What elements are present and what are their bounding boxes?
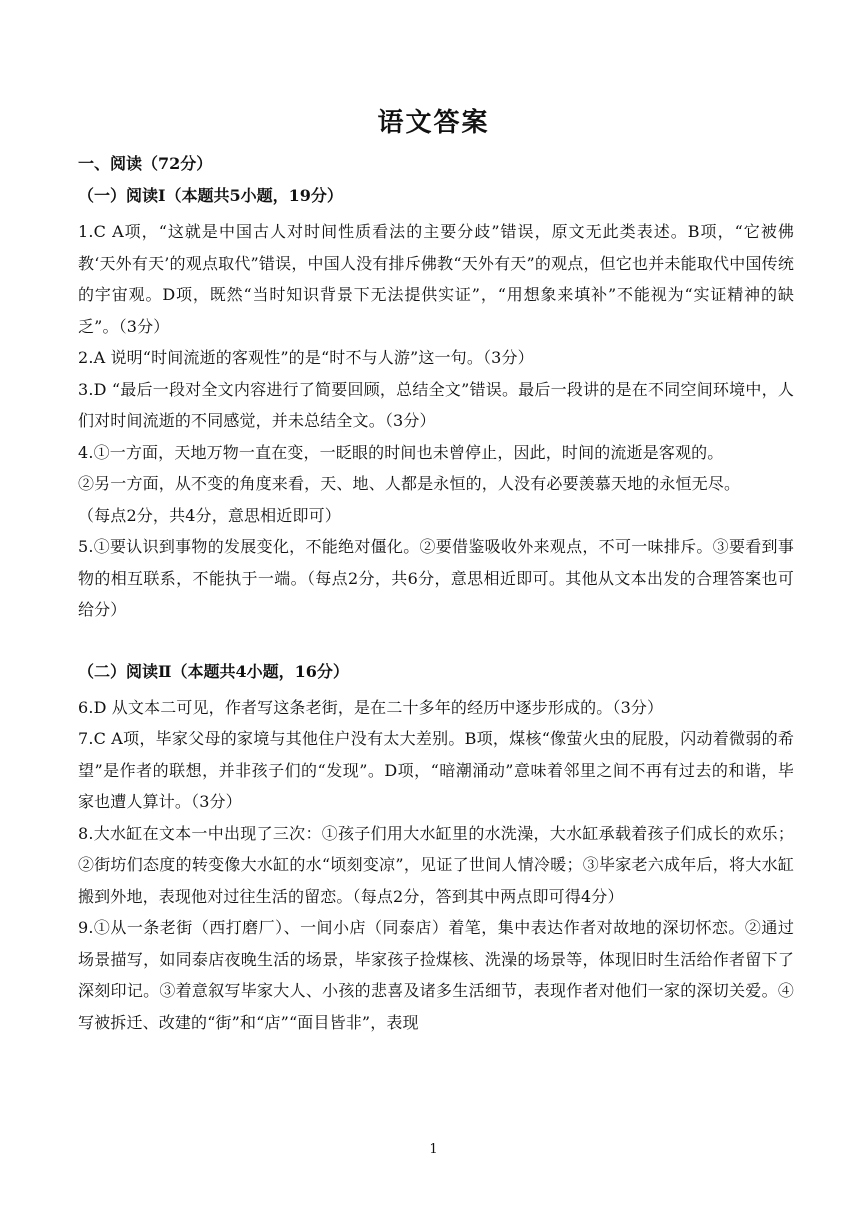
page-title: 语文答案 — [377, 108, 490, 138]
answer-4-scoring: （每点2分，共4分，意思相近即可） — [78, 505, 341, 525]
subsection-heading-reading-2: （二）阅读Ⅱ（本题共4小题，16分） — [78, 661, 349, 681]
answer-4-point-2: ②另一方面，从不变的角度来看，天、地、人都是永恒的，人没有必要羡慕天地的永恒无尽。 — [78, 474, 741, 493]
subsection-heading-reading-1: （一）阅读Ⅰ（本题共5小题，19分） — [78, 186, 343, 205]
answer-5: 5.①要认识到事物的发展变化，不能绝对僵化。②要借鉴吸收外来观点，不可一味排斥。③要看到事物的相互联系，不能执于一端。（每点2分，共6分，意思相近即可。其他从文本出发的合理答案也可给分） — [78, 537, 794, 619]
answer-9: 9.①从一条老街（西打磨厂）、一间小店（同泰店）着笔，集中表达作者对故地的深切怀恋。②通过场景描写，如同泰店夜晚生活的场景，毕家孩子捡煤核、洗澡的场景等，体现旧时生活给作者留下了深刻印记。③着意叙写毕家大人、小孩的悲喜及诸多生活细节，表现作者对他们一家的深切关爱。④写被拆迁、改建的“街”和“店”“面目皆非”，表现 — [78, 918, 794, 1032]
section-spacer — [78, 626, 794, 658]
answer-content — [78, 150, 794, 1038]
answer-7: 7.C A项，毕家父母的家境与其他住户没有太大差别。B项，煤核“像萤火虫的屁股，闪动着微弱的希望”是作者的联想，并非孩子们的“发现”。D项，“暗潮涌动”意味着邻里之间不再有过去的和谐，毕家也遭人算计。（3分） — [78, 729, 794, 811]
answer-6: 6.D 从文本二可见，作者写这条老街，是在二十多年的经历中逐步形成的。（3分） — [78, 697, 664, 717]
answer-3: 3.D “最后一段对全文内容进行了简要回顾，总结全文”错误。最后一段讲的是在不同空间环境中，人们对时间流逝的不同感觉，并未总结全文。（3分） — [78, 379, 794, 430]
answer-1: 1.C A项，“这就是中国古人对时间性质看法的主要分歧”错误，原文无此类表述。B项，“它被佛教‘天外有天’的观点取代”错误，中国人没有排斥佛教“天外有天”的观点，但它也并未能取代中国传统的宇宙观。D项，既然“当时知识背景下无法提供实证”，“用想象来填补”不能视为“实证精神的缺乏”。（3分） — [78, 222, 794, 336]
page-number: 1 — [429, 1142, 438, 1157]
answer-8: 8.大水缸在文本一中出现了三次：①孩子们用大水缸里的水洗澡，大水缸承载着孩子们成长的欢乐；②街坊们态度的转变像大水缸的水“顷刻变凉”，见证了世间人情冷暖；③毕家老六成年后，将大水缸搬到外地，表现他对过往生活的留恋。（每点2分，答到其中两点即可得4分） — [78, 823, 794, 906]
answer-4-point-1: 4.①一方面，天地万物一直在变，一眨眼的时间也未曾停止，因此，时间的流逝是客观的。 — [78, 442, 724, 462]
answer-2: 2.A 说明“时间流逝的客观性”的是“时不与人游”这一句。（3分） — [78, 348, 534, 367]
section-heading-reading: 一、阅读（72分） — [78, 154, 213, 173]
